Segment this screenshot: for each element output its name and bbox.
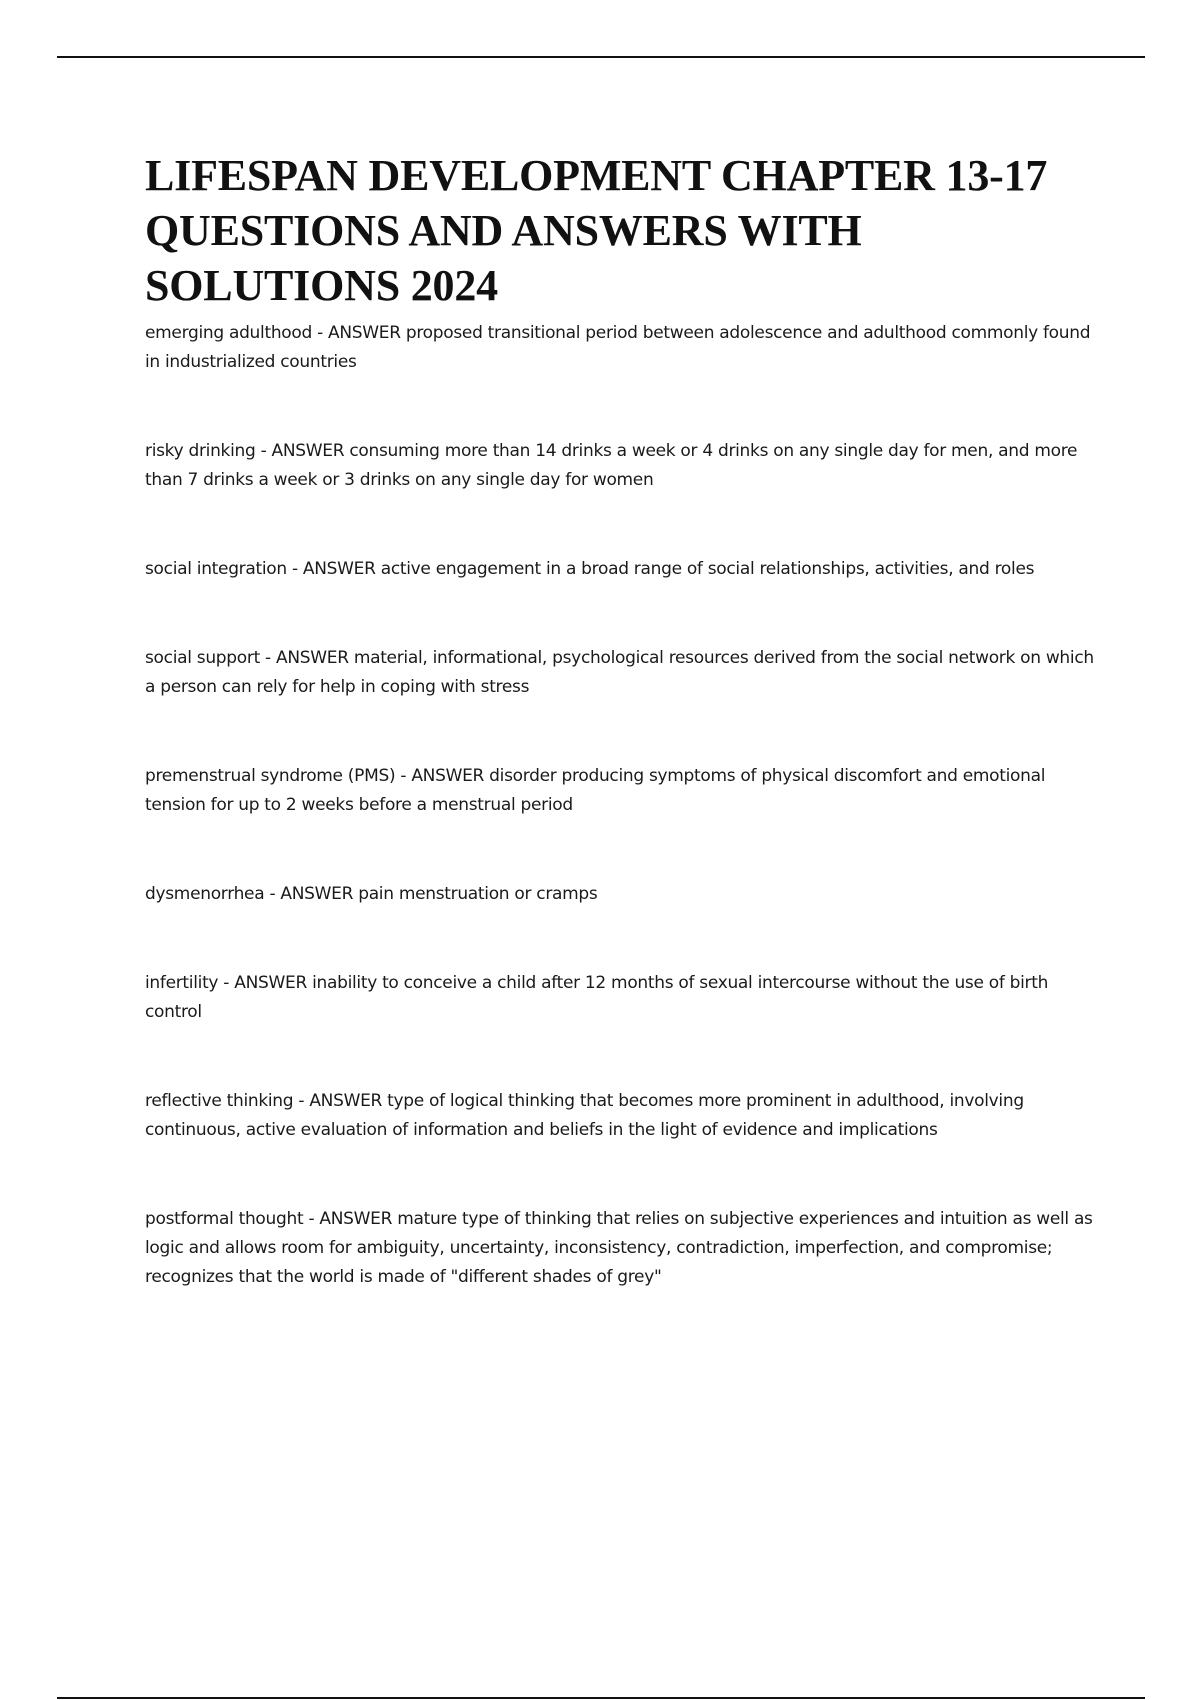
term: dysmenorrhea (145, 884, 265, 904)
definition: material, informational, psychological resources derived from the social network on which a person can rely for help in coping with stress (145, 648, 1094, 697)
answer-label: ANSWER (271, 441, 345, 461)
term: social integration (145, 559, 287, 579)
term: premenstrual syndrome (PMS) (145, 766, 396, 786)
top-divider (57, 56, 1145, 58)
document-title: LIFESPAN DEVELOPMENT CHAPTER 13-17 QUESTIONS AND ANSWERS WITH SOLUTIONS 2024 (145, 151, 1048, 310)
answer-label: ANSWER (234, 973, 307, 993)
definition: inability to conceive a child after 12 months of sexual intercourse without the use of birth control (145, 973, 1049, 1022)
list-item (145, 880, 1105, 909)
answer-label: ANSWER (319, 1209, 393, 1229)
document-body (145, 148, 1105, 1292)
list-item (145, 969, 1105, 1027)
list-item (145, 1205, 1105, 1292)
term: emerging adulthood (145, 323, 312, 343)
definition: pain menstruation or cramps (358, 884, 598, 904)
bottom-divider (57, 1697, 1145, 1699)
answer-label: ANSWER (328, 323, 401, 343)
definition: proposed transitional period between adolescence and adulthood commonly found in industrialized countries (145, 323, 1091, 372)
answer-label: ANSWER (309, 1091, 383, 1111)
answer-label: ANSWER (302, 559, 376, 579)
term: reflective thinking (145, 1091, 294, 1111)
term: social support (145, 648, 260, 668)
list-item (145, 437, 1105, 495)
answer-label: ANSWER (276, 648, 349, 668)
definition: active engagement in a broad range of social relationships, activities, and roles (380, 559, 1035, 579)
list-item (145, 762, 1105, 820)
definition: mature type of thinking that relies on subjective experiences and intuition as well as logic and allows room for ambiguity, uncertainty, inconsistency, contradiction, imperfection, and compromise; recognizes that the world is made of "different shades of grey" (145, 1209, 1093, 1287)
definition: consuming more than 14 drinks a week or 4 drinks on any single day for men, and more than 7 drinks a week or 3 drinks on any single day for women (145, 441, 1078, 490)
list-item (145, 555, 1105, 584)
definition: type of logical thinking that becomes more prominent in adulthood, involving continuous, active evaluation of information and beliefs in the light of evidence and implications (145, 1091, 1024, 1140)
list-item (145, 1087, 1105, 1145)
term: postformal thought (145, 1209, 304, 1229)
list-item (145, 319, 1105, 377)
definition: disorder producing symptoms of physical discomfort and emotional tension for up to 2 weeks before a menstrual period (145, 766, 1046, 815)
answer-label: ANSWER (280, 884, 354, 904)
term: risky drinking (145, 441, 256, 461)
list-item (145, 644, 1105, 702)
term: infertility (145, 973, 219, 993)
qa-list (145, 319, 1105, 1292)
answer-label: ANSWER (411, 766, 485, 786)
